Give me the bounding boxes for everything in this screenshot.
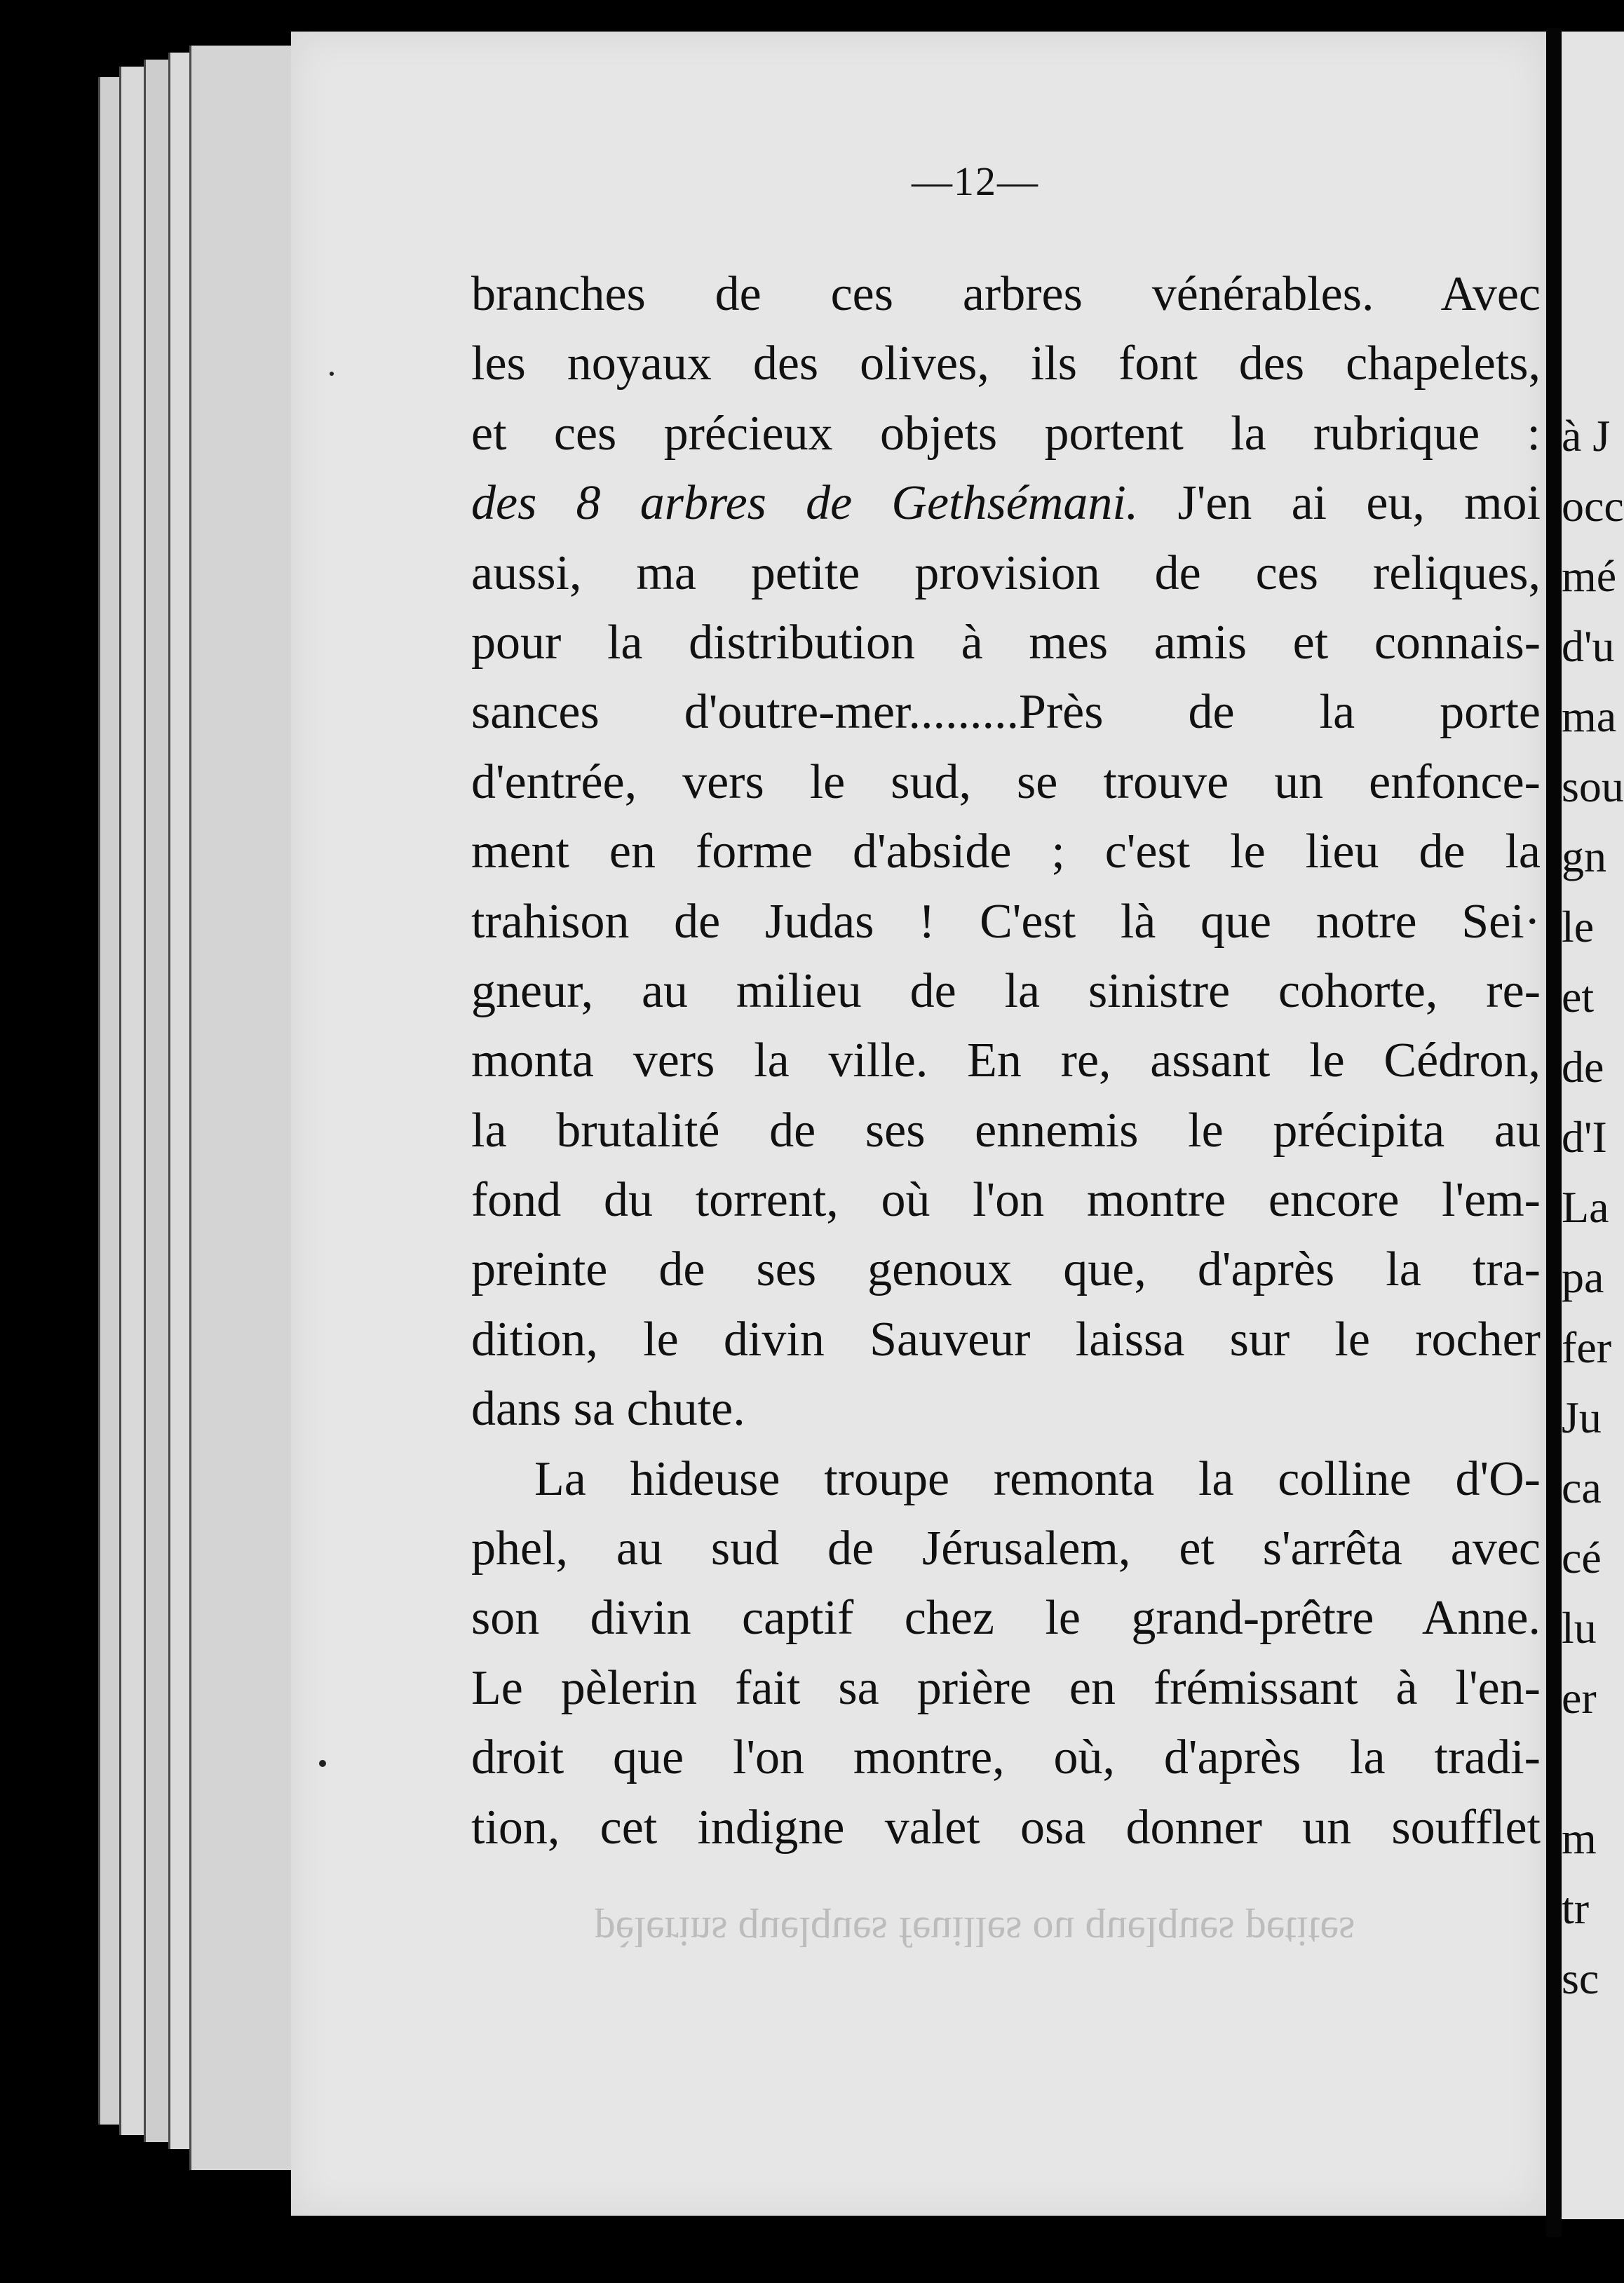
facing-fragment: d'I bbox=[1562, 1112, 1607, 1162]
text-line: dition, le divin Sauveur laissa sur le rocher bbox=[471, 1312, 1541, 1367]
bleed-through-text: pèlerins quelques feuilles ou quelques petites bbox=[594, 1909, 1355, 1955]
facing-fragment: La bbox=[1562, 1182, 1609, 1232]
book-gutter bbox=[1546, 28, 1562, 2237]
text-line: trahison de Judas ! C'est là que notre Sei· bbox=[471, 894, 1541, 949]
facing-fragment: d'u bbox=[1562, 621, 1615, 671]
text-line: son divin captif chez le grand-prêtre Anne. bbox=[471, 1591, 1541, 1646]
ink-speck bbox=[319, 1760, 326, 1767]
ink-speck bbox=[330, 372, 334, 376]
facing-fragment: fer bbox=[1562, 1322, 1612, 1372]
page-number: —12— bbox=[912, 158, 1039, 204]
italic-rubric: des 8 arbres de Gethsémani. bbox=[471, 476, 1139, 531]
text-line: droit que l'on montre, où, d'après la tradi- bbox=[471, 1730, 1541, 1785]
text-line: pour la distribution à mes amis et connais- bbox=[471, 615, 1541, 670]
facing-fragment: gn bbox=[1562, 832, 1606, 881]
text-line: sances d'outre-mer.........Près de la porte bbox=[471, 685, 1541, 740]
facing-page bbox=[1562, 32, 1624, 2219]
text-line: d'entrée, vers le sud, se trouve un enfonce- bbox=[471, 754, 1541, 809]
text-line: aussi, ma petite provision de ces reliques, bbox=[471, 546, 1541, 600]
text-line: dans sa chute. bbox=[471, 1382, 745, 1437]
text-line: tion, cet indigne valet osa donner un soufflet bbox=[471, 1800, 1541, 1855]
facing-fragment: sou bbox=[1562, 761, 1624, 811]
facing-fragment: lu bbox=[1562, 1603, 1597, 1653]
text-line: preinte de ses genoux que, d'après la tra- bbox=[471, 1242, 1541, 1297]
facing-fragment: ma bbox=[1562, 691, 1617, 741]
facing-fragment: Ju bbox=[1562, 1393, 1602, 1442]
text-line: monta vers la ville. En re, assant le Cédron, bbox=[471, 1034, 1541, 1088]
body-text bbox=[471, 259, 1541, 1862]
facing-fragment: tr bbox=[1562, 1883, 1590, 1933]
facing-fragment: à J bbox=[1562, 411, 1611, 461]
text-line: ment en forme d'abside ; c'est le lieu de la bbox=[471, 825, 1541, 879]
text-line: La hideuse troupe remonta la colline d'O- bbox=[534, 1451, 1541, 1506]
text-line: et ces précieux objets portent la rubrique : bbox=[471, 406, 1541, 461]
text-line bbox=[471, 468, 1541, 538]
page-edge bbox=[189, 46, 297, 2170]
facing-fragment: m bbox=[1562, 1813, 1597, 1863]
text-line: gneur, au milieu de la sinistre cohorte, re- bbox=[471, 963, 1541, 1018]
text-line: la brutalité de ses ennemis le précipita au bbox=[471, 1103, 1541, 1158]
facing-fragment: mé bbox=[1562, 551, 1617, 601]
facing-fragment: cé bbox=[1562, 1533, 1602, 1583]
facing-fragment: ca bbox=[1562, 1463, 1602, 1512]
facing-fragment: pa bbox=[1562, 1252, 1604, 1302]
text-line-tail: J'en ai eu, moi bbox=[1177, 476, 1541, 531]
facing-fragment: occ bbox=[1562, 481, 1624, 531]
facing-fragment: er bbox=[1562, 1673, 1597, 1723]
text-line: phel, au sud de Jérusalem, et s'arrêta avec bbox=[471, 1522, 1541, 1576]
facing-fragment: le bbox=[1562, 902, 1595, 951]
text-line: les noyaux des olives, ils font des chapelets, bbox=[471, 337, 1541, 391]
facing-fragment: de bbox=[1562, 1042, 1604, 1092]
facing-fragment: et bbox=[1562, 972, 1595, 1022]
facing-fragment: sc bbox=[1562, 1953, 1599, 2003]
text-line: Le pèlerin fait sa prière en frémissant à l'en- bbox=[471, 1660, 1541, 1715]
text-line: fond du torrent, où l'on montre encore l'em- bbox=[471, 1173, 1541, 1228]
text-line: branches de ces arbres vénérables. Avec bbox=[471, 267, 1541, 321]
